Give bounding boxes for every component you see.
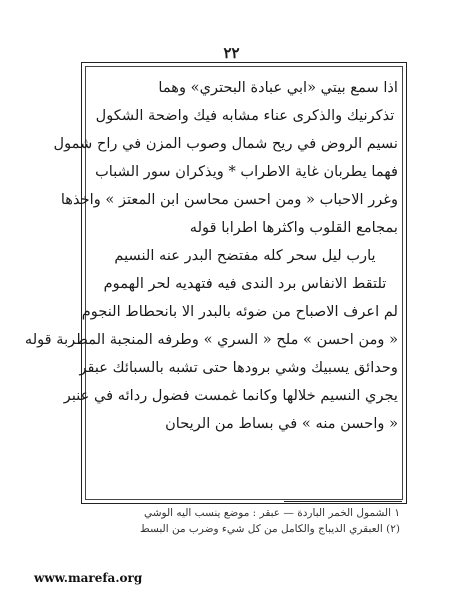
verse-line-8: تلتقط الانفاس برد الندى فيه فتهديه لحر الهموم [103,275,387,292]
text-line-5: وغرر الاحباب « ومن احسن محاسن ابن المعتز » واخذها [60,191,398,208]
verse-line-12: يجري النسيم خلالها وكانما غمست فضول ردائه في عنبر [63,387,398,404]
footnote-2: (٢) العبقري الديباج والكامل من كل شيء وضرب من البسط [140,523,400,535]
page-number: ٢٢ [223,44,240,62]
site-watermark-link[interactable]: www.marefa.org [34,571,143,585]
text-line-4: فهما يطربان غاية الاطراب * ويذكران سور الشباب [95,163,398,180]
text-line-13: « واحسن منه » في بساط من الريحان [165,415,398,432]
footnote-divider [284,501,402,502]
text-line-10: « ومن احسن » ملح « السري » وطرفه المنجبة المطربة قوله [24,331,398,348]
verse-line-2: تذكرنيك والذكرى عناء مشابه فيك واضحة الشكول [95,107,395,124]
verse-line-7: يارب ليل سحر كله مفتضح البدر عنه النسيم [114,247,376,264]
text-line-6: بمجامع القلوب واكثرها اطرابا قوله [189,219,398,236]
footnotes [92,505,400,537]
verse-line-9: لم اعرف الاصباح من ضوئه بالبدر الا بانحطاط النجوم [81,303,398,320]
verse-line-3: نسيم الروض في ريح شمال وصوب المزن في راح شمول [53,135,398,152]
text-line-1: اذا سمع بيتي «ابي عبادة البحتري» وهما [158,79,398,96]
footnote-1: ١ الشمول الخمر الباردة — عبقر : موضع ينسب اليه الوشي [143,507,400,519]
body-text [24,74,398,438]
verse-line-11: وحدائق يسبيك وشي برودها حتى تشبه بالسبائك عبقر [79,359,398,376]
